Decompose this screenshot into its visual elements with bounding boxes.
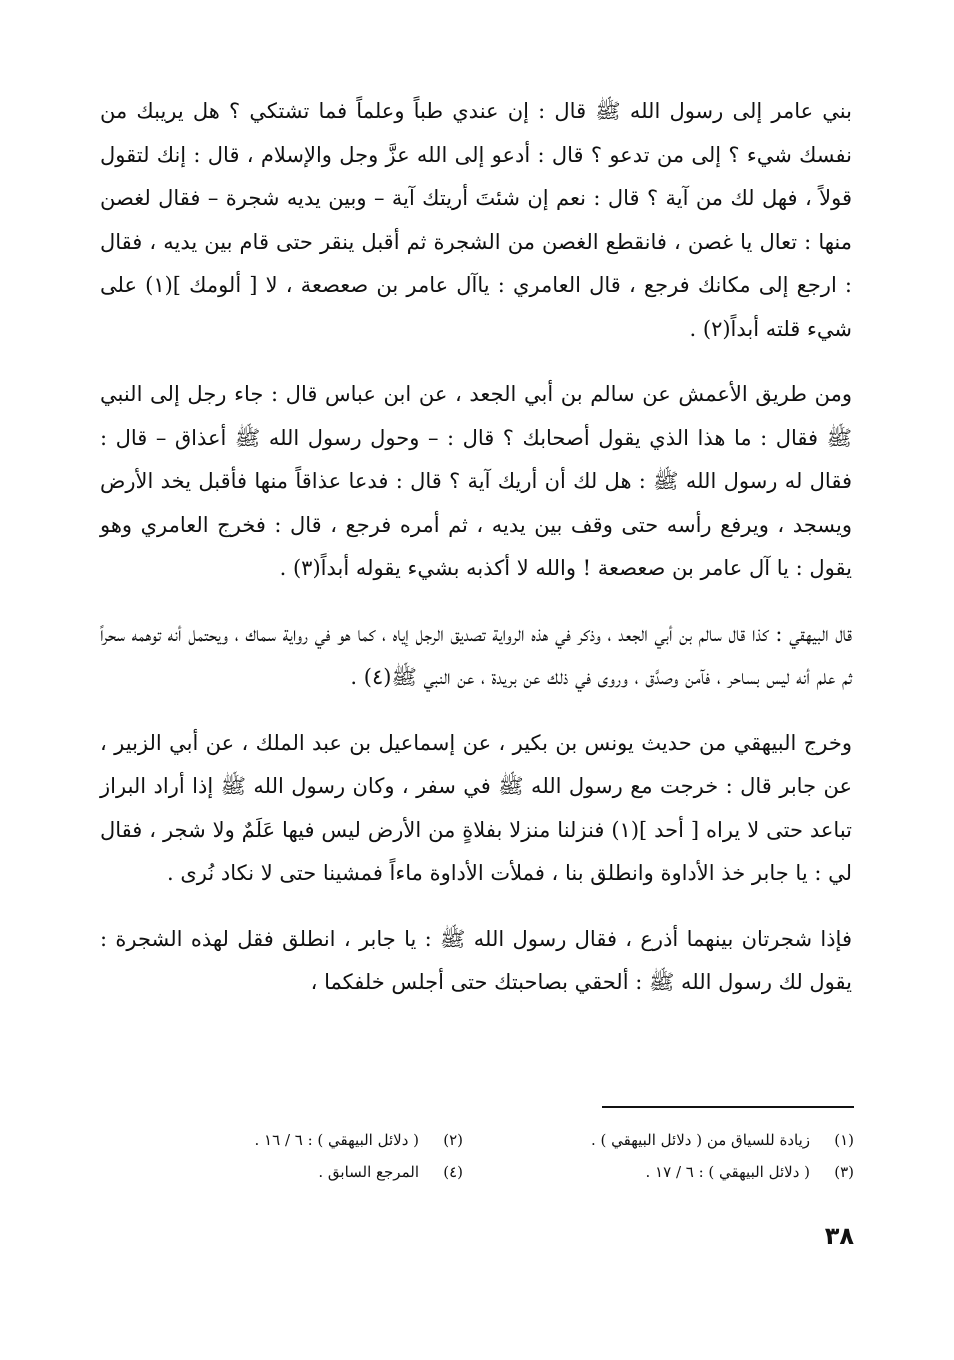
footnote-divider (602, 1106, 854, 1108)
footnote-number: (٣) (834, 1163, 854, 1181)
paragraph-1: بني عامر إلى رسول الله ﷺ قال : إن عندي طباً وعلماً فما تشتكي ؟ هل يريبك من نفسك شيء ؟ إلى من تدعو ؟ قال : أدعو إلى الله عزَّ وجل والإسلام ، قال : إنك لتقول قولاً ، فهل لك من آية ؟ قال : نعم إن شئتَ أريتك آية – وبين يديه شجرة – فقال لغصن منها : تعال يا غصن ، فانقطع الغصن من الشجرة ثم أقبل ينقر حتى قام بين يديه ، فقال : ارجع إلى مكانك فرجع ، قال العامري : ياآل عامر بن صعصعة ، لا [ ألومك ](١) على شيء قلته أبداً(٢) . (100, 99, 852, 341)
footnote-4 (102, 1160, 463, 1184)
footnote-number: (٤) (443, 1163, 463, 1181)
paragraph-2: ومن طريق الأعمش عن سالم بن أبي الجعد ، عن ابن عباس قال : جاء رجل إلى النبي ﷺ فقال : ما هذا الذي يقول أصحابك ؟ قال : – وحول رسول الله ﷺ أعذاق – قال : فقال له رسول الله ﷺ : هل لك أن أريك آية ؟ قال : فدعا عذاقاً منها فأقبل يخد الأرض ويسجد ، ويرفع رأسه حتى وقف بين يديه ، ثم أمره فرجع ، قال : فخرج العامري وهو يقول : يا آل عامر بن صعصعة ! والله لا أكذبه بشيء يقوله أبداً(٣) . (100, 382, 852, 580)
footnote-number: (١) (834, 1131, 854, 1149)
page-body (100, 90, 852, 1005)
paragraph-4: وخرج البيهقي من حديث يونس بن بكير ، عن إسماعيل بن عبد الملك ، عن أبي الزبير ، عن جابر قال : خرجت مع رسول الله ﷺ في سفر ، وكان رسول الله ﷺ إذا أراد البراز تباعد حتى لا يراه [ أحد ](١) فنزلنا منزلا بفلاةٍ من الأرض ليس فيها عَلَمٌ ولا شجر ، فقال لي : يا جابر خذ الأداوة وانطلق بنا ، فملأت الأداوة ماءاً فمشينا حتى لا نكاد نُرى . (100, 730, 852, 885)
paragraph-3: قال البيهقي : كذا قال سالم بن أبي الجعد ، وذكر في هذه الرواية تصديق الرجل إياه ، كما هو في رواية سماك ، ويحتمل أنه توهمه سحراً ثم علم أنه ليس بساحر ، فآمن وصدَّق ، وروى في ذلك عن بريدة ، عن النبي ﷺ(٤) . (100, 621, 852, 689)
footnote-text: المرجع السابق . (318, 1163, 419, 1181)
footnote-2 (102, 1128, 463, 1152)
footnote-text: ( دلائل البيهقي ) : ٦ / ١٧ . (645, 1163, 810, 1181)
paragraph-5: فإذا شجرتان بينهما أذرع ، فقال رسول الله ﷺ : يا جابر ، انطلق فقل لهذه الشجرة : يقول لك رسول الله ﷺ : ألحقي بصاحبتك حتى أجلس خلفكما ، (100, 926, 852, 994)
footnote-1 (493, 1128, 854, 1152)
footnote-text: ( دلائل البيهقي ) : ٦ / ١٦ . (254, 1131, 419, 1149)
footnote-number: (٢) (443, 1131, 463, 1149)
footnotes (102, 1128, 854, 1184)
page-number: ٣٨ (824, 1222, 854, 1250)
footnote-text: زيادة للسياق من ( دلائل البيهقي ) . (590, 1131, 810, 1149)
footnote-3 (493, 1160, 854, 1184)
